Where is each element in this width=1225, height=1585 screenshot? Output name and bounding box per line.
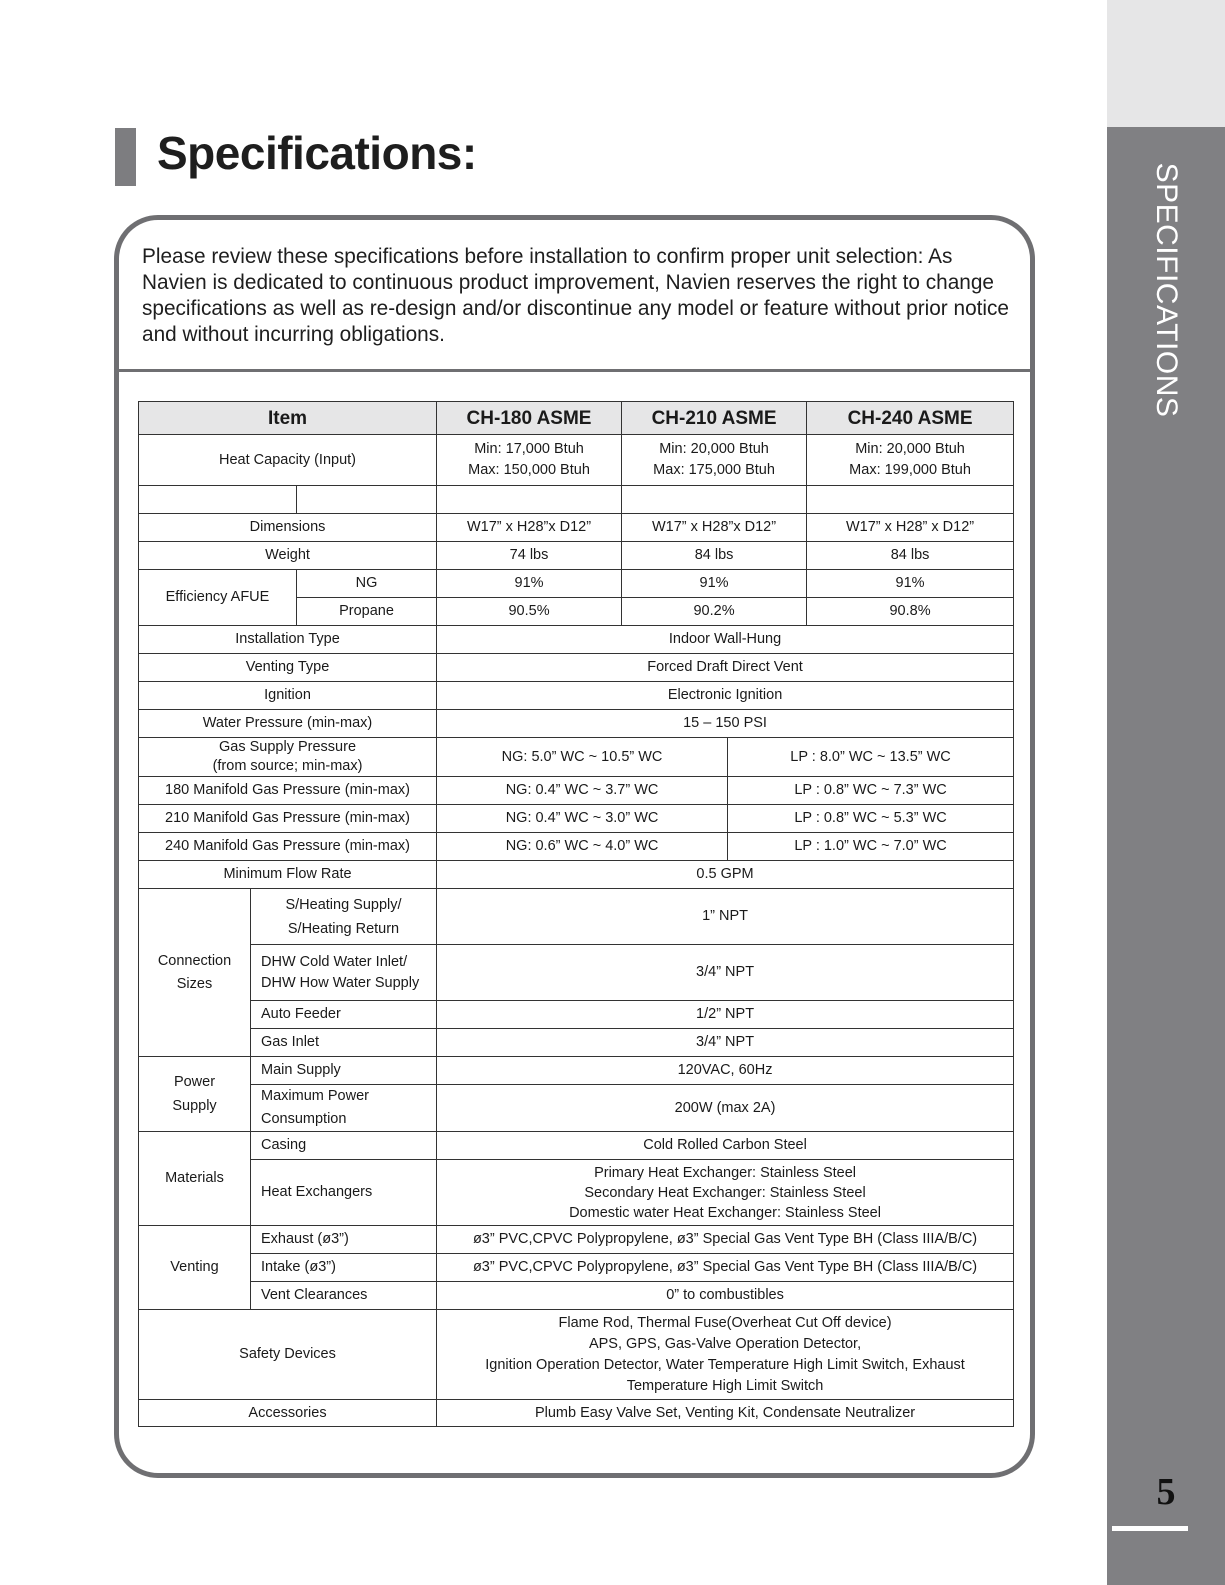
table-row xyxy=(139,1160,1014,1226)
manifold-180-ng: NG: 0.4” WC ~ 3.7” WC xyxy=(437,777,728,805)
table-row xyxy=(139,1001,1014,1029)
table-row xyxy=(139,738,1014,777)
table-row-empty xyxy=(139,486,1014,514)
sidebar-section-label: SPECIFICATIONS xyxy=(1150,162,1183,418)
efficiency-propane-ch180: 90.5% xyxy=(437,598,622,626)
table-row xyxy=(139,889,1014,945)
accessories-value: Plumb Easy Valve Set, Venting Kit, Condensate Neutralizer xyxy=(437,1400,1014,1427)
dhw-value: 3/4” NPT xyxy=(437,945,1014,1001)
page-number: 5 xyxy=(1156,1471,1176,1513)
page-title: Specifications: xyxy=(157,127,477,179)
materials-label: Materials xyxy=(139,1132,251,1226)
efficiency-propane-label: Propane xyxy=(297,598,437,626)
page-number-underline xyxy=(1112,1526,1188,1531)
table-row xyxy=(139,1132,1014,1160)
table-row xyxy=(139,682,1014,710)
gas-inlet-value: 3/4” NPT xyxy=(437,1029,1014,1057)
connection-sizes-label: Connection Sizes xyxy=(139,889,251,1057)
table-row xyxy=(139,1310,1014,1400)
manifold-240-ng: NG: 0.6” WC ~ 4.0” WC xyxy=(437,833,728,861)
main-supply-value: 120VAC, 60Hz xyxy=(437,1057,1014,1085)
heat-capacity-label: Heat Capacity (Input) xyxy=(139,435,437,486)
table-row xyxy=(139,1282,1014,1310)
table-row xyxy=(139,777,1014,805)
venting-label: Venting xyxy=(139,1226,251,1310)
venting-type-label: Venting Type xyxy=(139,654,437,682)
intake-value: ø3” PVC,CPVC Polypropylene, ø3” Special Gas Vent Type BH (Class IIIA/B/C) xyxy=(437,1254,1014,1282)
weight-ch210: 84 lbs xyxy=(622,542,807,570)
heat-capacity-ch240: Min: 20,000 Btuh Max: 199,000 Btuh xyxy=(807,435,1014,486)
table-row xyxy=(139,1029,1014,1057)
table-row xyxy=(139,626,1014,654)
heat-capacity-ch180: Min: 17,000 Btuh Max: 150,000 Btuh xyxy=(437,435,622,486)
efficiency-ng-ch240: 91% xyxy=(807,570,1014,598)
heating-supply-value: 1” NPT xyxy=(437,889,1014,945)
table-row xyxy=(139,514,1014,542)
vent-clearances-value: 0” to combustibles xyxy=(437,1282,1014,1310)
dimensions-label: Dimensions xyxy=(139,514,437,542)
table-row xyxy=(139,1400,1014,1427)
header-ch240: CH-240 ASME xyxy=(807,402,1014,435)
manifold-210-label: 210 Manifold Gas Pressure (min-max) xyxy=(139,805,437,833)
table-row xyxy=(139,1085,1014,1132)
efficiency-propane-ch210: 90.2% xyxy=(622,598,807,626)
table-row xyxy=(139,1057,1014,1085)
manifold-240-lp: LP : 1.0” WC ~ 7.0” WC xyxy=(728,833,1014,861)
table-row xyxy=(139,435,1014,486)
dimensions-ch240: W17” x H28” x D12” xyxy=(807,514,1014,542)
safety-devices-value: Flame Rod, Thermal Fuse(Overheat Cut Off device) APS, GPS, Gas-Valve Operation Detector, Ignition Operation Detector, Water Temperature High Limit Switch, Exhaust Temperature High Limit Switch xyxy=(437,1310,1014,1400)
manifold-240-label: 240 Manifold Gas Pressure (min-max) xyxy=(139,833,437,861)
efficiency-label: Efficiency AFUE xyxy=(139,570,297,626)
weight-ch180: 74 lbs xyxy=(437,542,622,570)
table-row xyxy=(139,542,1014,570)
casing-label: Casing xyxy=(251,1132,437,1160)
exhaust-value: ø3” PVC,CPVC Polypropylene, ø3” Special Gas Vent Type BH (Class IIIA/B/C) xyxy=(437,1226,1014,1254)
table-row xyxy=(139,861,1014,889)
table-row xyxy=(139,805,1014,833)
safety-devices-label: Safety Devices xyxy=(139,1310,437,1400)
header-ch180: CH-180 ASME xyxy=(437,402,622,435)
gas-supply-lp: LP : 8.0” WC ~ 13.5” WC xyxy=(728,738,1014,777)
casing-value: Cold Rolled Carbon Steel xyxy=(437,1132,1014,1160)
installation-type-value: Indoor Wall-Hung xyxy=(437,626,1014,654)
sidebar-top-block xyxy=(1107,0,1225,127)
efficiency-ng-ch180: 91% xyxy=(437,570,622,598)
manifold-210-ng: NG: 0.4” WC ~ 3.0” WC xyxy=(437,805,728,833)
dimensions-ch210: W17” x H28”x D12” xyxy=(622,514,807,542)
dimensions-ch180: W17” x H28”x D12” xyxy=(437,514,622,542)
manifold-180-lp: LP : 0.8” WC ~ 7.3” WC xyxy=(728,777,1014,805)
efficiency-ng-label: NG xyxy=(297,570,437,598)
installation-type-label: Installation Type xyxy=(139,626,437,654)
heat-exchangers-label: Heat Exchangers xyxy=(251,1160,437,1226)
spec-table xyxy=(138,401,1014,1427)
header-item: Item xyxy=(139,402,437,435)
auto-feeder-label: Auto Feeder xyxy=(251,1001,437,1029)
table-row xyxy=(139,654,1014,682)
efficiency-ng-ch210: 91% xyxy=(622,570,807,598)
ignition-value: Electronic Ignition xyxy=(437,682,1014,710)
water-pressure-label: Water Pressure (min-max) xyxy=(139,710,437,738)
water-pressure-value: 15 – 150 PSI xyxy=(437,710,1014,738)
heating-supply-label: S/Heating Supply/ S/Heating Return xyxy=(251,889,437,945)
venting-type-value: Forced Draft Direct Vent xyxy=(437,654,1014,682)
vent-clearances-label: Vent Clearances xyxy=(251,1282,437,1310)
auto-feeder-value: 1/2” NPT xyxy=(437,1001,1014,1029)
ignition-label: Ignition xyxy=(139,682,437,710)
table-row xyxy=(139,710,1014,738)
gas-inlet-label: Gas Inlet xyxy=(251,1029,437,1057)
gas-supply-ng: NG: 5.0” WC ~ 10.5” WC xyxy=(437,738,728,777)
frame-divider xyxy=(117,369,1032,372)
exhaust-label: Exhaust (ø3”) xyxy=(251,1226,437,1254)
min-flow-label: Minimum Flow Rate xyxy=(139,861,437,889)
table-row xyxy=(139,945,1014,1001)
efficiency-propane-ch240: 90.8% xyxy=(807,598,1014,626)
manifold-180-label: 180 Manifold Gas Pressure (min-max) xyxy=(139,777,437,805)
title-accent-bar xyxy=(115,128,136,186)
intro-paragraph: Please review these specifications before installation to confirm proper unit selection: As Navien is dedicated to continuous product improvement, Navien reserves the right to change specifications as well as re-design and/or discontinue any model or feature without prior notice and without incurring obligations. xyxy=(142,245,1010,346)
accessories-label: Accessories xyxy=(139,1400,437,1427)
main-supply-label: Main Supply xyxy=(251,1057,437,1085)
gas-supply-label: Gas Supply Pressure (from source; min-max) xyxy=(139,738,437,777)
weight-label: Weight xyxy=(139,542,437,570)
table-row xyxy=(139,570,1014,598)
intake-label: Intake (ø3”) xyxy=(251,1254,437,1282)
manifold-210-lp: LP : 0.8” WC ~ 5.3” WC xyxy=(728,805,1014,833)
heat-exchangers-value: Primary Heat Exchanger: Stainless Steel Secondary Heat Exchanger: Stainless Steel Domestic water Heat Exchanger: Stainless Steel xyxy=(437,1160,1014,1226)
dhw-label: DHW Cold Water Inlet/ DHW How Water Supply xyxy=(251,945,437,1001)
header-ch210: CH-210 ASME xyxy=(622,402,807,435)
power-supply-label: Power Supply xyxy=(139,1057,251,1132)
weight-ch240: 84 lbs xyxy=(807,542,1014,570)
table-row xyxy=(139,1226,1014,1254)
max-power-value: 200W (max 2A) xyxy=(437,1085,1014,1132)
table-header-row xyxy=(139,402,1014,435)
min-flow-value: 0.5 GPM xyxy=(437,861,1014,889)
table-row xyxy=(139,833,1014,861)
table-row xyxy=(139,1254,1014,1282)
heat-capacity-ch210: Min: 20,000 Btuh Max: 175,000 Btuh xyxy=(622,435,807,486)
max-power-label: Maximum Power Consumption xyxy=(251,1085,437,1132)
